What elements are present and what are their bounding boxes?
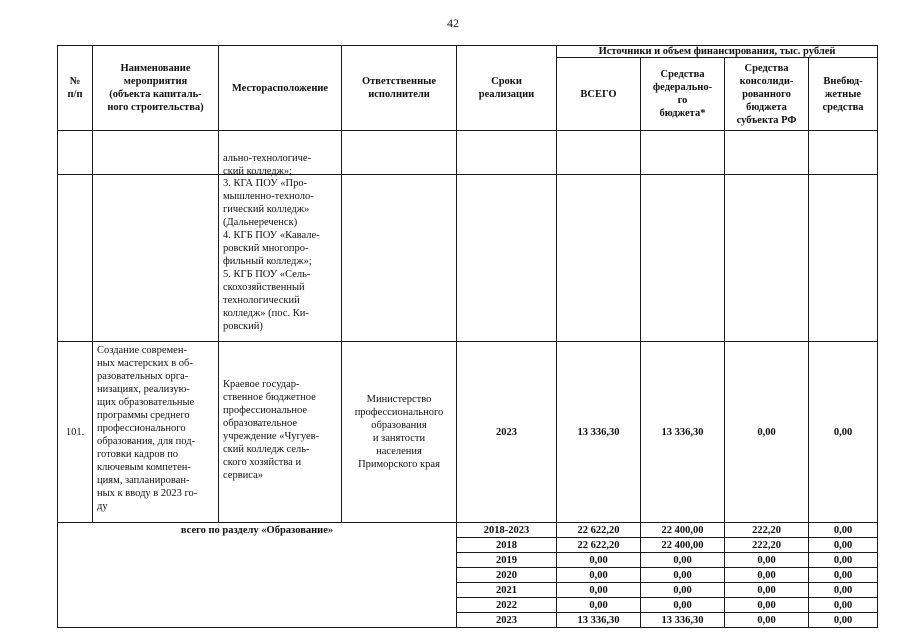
- summary-total: 0,00: [589, 554, 608, 566]
- summary-consolidated: 0,00: [757, 554, 776, 566]
- row101-term: 2023: [496, 426, 517, 438]
- summary-total: 0,00: [589, 569, 608, 581]
- row101-total: 13 336,30: [577, 426, 620, 438]
- summary-federal: 0,00: [673, 584, 692, 596]
- summary-extra: 0,00: [833, 539, 853, 551]
- row101-federal: 13 336,30: [661, 426, 704, 438]
- summary-term: 2019: [496, 554, 517, 566]
- summary-federal: 0,00: [673, 554, 692, 566]
- summary-federal: 13 336,30: [661, 614, 704, 626]
- page-number: 42: [447, 16, 459, 30]
- header-total: ВСЕГО: [580, 88, 617, 100]
- row101-extra: 0,00: [833, 426, 853, 438]
- summary-consolidated: 0,00: [757, 569, 776, 581]
- summary-term: 2023: [496, 614, 517, 626]
- row101-location: Краевое государ- ственное бюджетное профессиональное образовательное учреждение «Чугуев- ский колледж сель- ского хозяйства и сервиса»: [223, 379, 320, 481]
- row101-consolidated: 0,00: [757, 426, 776, 438]
- cont-row2-location: 3. КГА ПОУ «Про- мышленно-техноло- гический колледж» (Дальнереченск) 4. КГБ ПОУ «Кавале- ровский многопро- фильный колледж»; 5. КГБ ПОУ «Сель- скохозяйственный технологический колледж» (пос. Ки- ровский): [223, 178, 320, 332]
- summary-term: 2020: [496, 569, 517, 581]
- summary-extra: 0,00: [833, 599, 853, 611]
- summary-federal: 0,00: [673, 599, 692, 611]
- row101-name: Создание современ- ных мастерских в об- разовательных орга- низациях, реализую- щих образовательные программы среднего профессионального образования, для под- готовки кадров по ключевым компетен- циям, запланирован- ных к вводу в 2023 го- ду: [97, 345, 198, 512]
- summary-extra: 0,00: [833, 614, 853, 626]
- header-num: № п/п: [67, 76, 83, 100]
- header-location: Месторасположение: [231, 82, 329, 94]
- header-extra: Внебюд- жетные средства: [822, 75, 864, 113]
- summary-term: 2018-2023: [483, 524, 530, 536]
- summary-federal: 0,00: [673, 569, 692, 581]
- header-executors: Ответственные исполнители: [361, 76, 437, 100]
- header-name: Наименование мероприятия (объекта капиталь- ного строительства): [107, 63, 204, 113]
- summary-term: 2021: [496, 584, 517, 596]
- summary-total: 0,00: [589, 599, 608, 611]
- row101-executor: Министерство профессионального образования и занятости населения Приморского края: [354, 394, 444, 470]
- summary-total: 22 622,20: [577, 524, 620, 536]
- row101-num: 101.: [65, 426, 85, 438]
- summary-total: 0,00: [589, 584, 608, 596]
- header-federal: Средства федерально- го бюджета*: [652, 69, 713, 119]
- summary-federal: 22 400,00: [661, 524, 704, 536]
- summary-total: 13 336,30: [577, 614, 620, 626]
- header-sources: Источники и объем финансирования, тыс. рублей: [598, 45, 836, 57]
- summary-federal: 22 400,00: [661, 539, 704, 551]
- summary-term: 2018: [496, 539, 517, 551]
- summary-consolidated: 222,20: [752, 539, 781, 551]
- summary-consolidated: 0,00: [757, 599, 776, 611]
- summary-consolidated: 222,20: [752, 524, 781, 536]
- summary-extra: 0,00: [833, 584, 853, 596]
- header-terms: Сроки реализации: [478, 76, 535, 100]
- summary-consolidated: 0,00: [757, 614, 776, 626]
- summary-total: 22 622,20: [577, 539, 620, 551]
- summary-extra: 0,00: [833, 554, 853, 566]
- summary-consolidated: 0,00: [757, 584, 776, 596]
- summary-label: всего по разделу «Образование»: [180, 525, 334, 536]
- header-consolidated: Средства консолиди- рованного бюджета субъекта РФ: [736, 62, 797, 126]
- cont-row1-location: ально-технологиче- ский колледж»;: [223, 153, 312, 177]
- summary-term: 2022: [496, 599, 517, 611]
- summary-extra: 0,00: [833, 524, 853, 536]
- summary-extra: 0,00: [833, 569, 853, 581]
